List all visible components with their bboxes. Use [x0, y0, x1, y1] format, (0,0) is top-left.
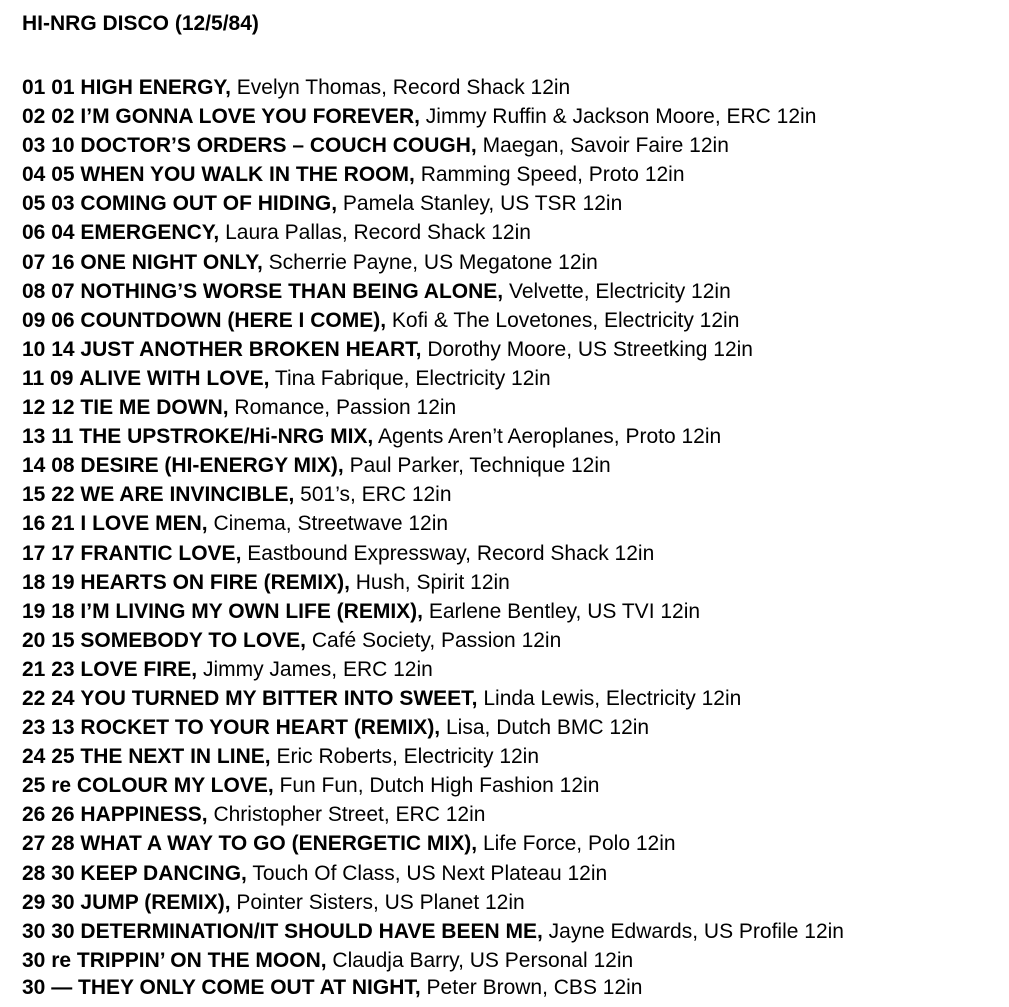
chart-entry	[22, 597, 844, 626]
chart-entry	[22, 626, 844, 655]
entry-position: 01 01	[22, 76, 75, 99]
entry-details: Claudja Barry, US Personal 12in	[332, 948, 634, 972]
entry-title: DOCTOR’S ORDERS – COUCH COUGH,	[80, 134, 477, 158]
entry-details: Life Force, Polo 12in	[482, 832, 676, 856]
entry-title: DETERMINATION/IT SHOULD HAVE BEEN ME,	[80, 919, 543, 943]
entry-details: Agents Aren’t Aeroplanes, Proto 12in	[377, 425, 722, 449]
entry-title: NOTHING’S WORSE THAN BEING ALONE,	[80, 279, 504, 303]
entry-position: 25 re	[22, 774, 72, 798]
chart-entry	[22, 655, 844, 684]
chart-entry	[22, 975, 844, 1000]
entry-details: Christopher Street, ERC 12in	[213, 803, 486, 827]
entry-title: HAPPINESS,	[80, 803, 208, 827]
entry-title: EMERGENCY,	[80, 221, 220, 245]
chart-entry	[22, 539, 844, 568]
entry-position: 20 15	[22, 628, 75, 652]
entry-details: Tina Fabrique, Electricity 12in	[274, 366, 551, 390]
entry-details: Paul Parker, Technique 12in	[349, 454, 611, 478]
chart-entry	[22, 160, 844, 189]
entry-position: 22 24	[22, 686, 75, 710]
chart-title: HI-NRG DISCO (12/5/84)	[22, 12, 259, 35]
entry-position: 19 18	[22, 599, 75, 623]
entry-position: 02 02	[22, 105, 75, 129]
entry-position: 12 12	[22, 396, 75, 420]
entry-title: KEEP DANCING,	[80, 861, 247, 885]
entry-details: Jimmy James, ERC 12in	[202, 657, 433, 681]
entry-title: I’M LIVING MY OWN LIFE (REMIX),	[80, 599, 424, 623]
entry-position: 30 re	[22, 948, 72, 972]
entry-title: LOVE FIRE,	[80, 657, 198, 681]
entry-position: 30 —	[22, 975, 73, 999]
entry-details: Jayne Edwards, US Profile 12in	[548, 919, 844, 943]
entry-position: 07 16	[22, 250, 75, 274]
entry-title: SOMEBODY TO LOVE,	[80, 628, 307, 652]
entry-details: Lisa, Dutch BMC 12in	[446, 716, 650, 740]
entry-details: Eastbound Expressway, Record Shack 12in	[247, 541, 655, 565]
chart-list	[22, 73, 844, 1000]
entry-title: WE ARE INVINCIBLE,	[80, 483, 295, 507]
chart-entry	[22, 568, 844, 597]
chart-entry	[22, 102, 844, 131]
entry-position: 04 05	[22, 163, 75, 187]
entry-details: Hush, Spirit 12in	[355, 570, 510, 594]
entry-details: Eric Roberts, Electricity 12in	[276, 745, 540, 769]
entry-position: 18 19	[22, 570, 75, 594]
entry-position: 29 30	[22, 890, 75, 914]
entry-title: YOU TURNED MY BITTER INTO SWEET,	[80, 686, 478, 710]
entry-title: WHEN YOU WALK IN THE ROOM,	[80, 163, 415, 187]
entry-title: ROCKET TO YOUR HEART (REMIX),	[80, 716, 441, 740]
entry-details: Velvette, Electricity 12in	[508, 279, 731, 303]
entry-position: 28 30	[22, 861, 75, 885]
chart-entry	[22, 509, 844, 538]
entry-title: I’M GONNA LOVE YOU FOREVER,	[80, 105, 420, 129]
entry-details: Cinema, Streetwave 12in	[213, 512, 449, 536]
chart-entry	[22, 335, 844, 364]
chart-entry	[22, 218, 844, 247]
entry-position: 30 30	[22, 919, 75, 943]
entry-details: 501’s, ERC 12in	[300, 483, 452, 507]
entry-position: 10 14	[22, 337, 75, 361]
entry-details: Scherrie Payne, US Megatone 12in	[268, 250, 598, 274]
chart-entry	[22, 73, 844, 102]
entry-title: TIE ME DOWN,	[80, 396, 229, 420]
entry-position: 21 23	[22, 657, 75, 681]
entry-title: TRIPPIN’ ON THE MOON,	[76, 948, 327, 972]
chart-entry	[22, 480, 844, 509]
entry-title: WHAT A WAY TO GO (ENERGETIC MIX),	[80, 832, 478, 856]
entry-title: I LOVE MEN,	[80, 512, 208, 536]
chart-document	[22, 9, 1009, 999]
entry-details: Evelyn Thomas, Record Shack 12in	[236, 76, 571, 99]
chart-entry	[22, 451, 844, 480]
entry-position: 23 13	[22, 716, 75, 740]
chart-entry	[22, 422, 844, 451]
entry-title: HIGH ENERGY,	[80, 76, 231, 99]
entry-title: ONE NIGHT ONLY,	[80, 250, 263, 274]
entry-details: Jimmy Ruffin & Jackson Moore, ERC 12in	[425, 105, 817, 129]
entry-title: DESIRE (HI-ENERGY MIX),	[80, 454, 344, 478]
entry-title: THEY ONLY COME OUT AT NIGHT,	[78, 975, 421, 999]
entry-position: 06 04	[22, 221, 75, 245]
entry-title: COMING OUT OF HIDING,	[80, 192, 338, 216]
entry-position: 17 17	[22, 541, 75, 565]
entry-position: 15 22	[22, 483, 75, 507]
entry-details: Pamela Stanley, US TSR 12in	[342, 192, 623, 216]
chart-entry	[22, 189, 844, 218]
entry-details: Maegan, Savoir Faire 12in	[482, 134, 729, 158]
entry-details: Laura Pallas, Record Shack 12in	[225, 221, 531, 245]
entry-title: THE NEXT IN LINE,	[80, 745, 271, 769]
entry-details: Peter Brown, CBS 12in	[426, 975, 643, 999]
entry-title: ALIVE WITH LOVE,	[79, 366, 270, 390]
chart-entry	[22, 742, 844, 771]
entry-position: 13 11	[22, 425, 74, 449]
entry-details: Dorothy Moore, US Streetking 12in	[427, 337, 753, 361]
entry-title: FRANTIC LOVE,	[80, 541, 242, 565]
chart-entry	[22, 829, 844, 858]
chart-entry	[22, 888, 844, 917]
entry-title: COUNTDOWN (HERE I COME),	[80, 308, 387, 332]
entry-details: Fun Fun, Dutch High Fashion 12in	[279, 774, 600, 798]
chart-entry	[22, 277, 844, 306]
entry-details: Romance, Passion 12in	[234, 396, 457, 420]
chart-entry	[22, 248, 844, 277]
entry-position: 24 25	[22, 745, 75, 769]
chart-entry	[22, 771, 844, 800]
chart-entry	[22, 684, 844, 713]
entry-position: 11 09	[22, 366, 74, 390]
entry-position: 26 26	[22, 803, 75, 827]
chart-entry	[22, 364, 844, 393]
chart-entry	[22, 859, 844, 888]
entry-position: 08 07	[22, 279, 75, 303]
chart-entry	[22, 393, 844, 422]
entry-details: Pointer Sisters, US Planet 12in	[236, 890, 525, 914]
chart-entry	[22, 713, 844, 742]
entry-position: 09 06	[22, 308, 75, 332]
entry-position: 05 03	[22, 192, 75, 216]
chart-entry	[22, 917, 844, 946]
chart-entry	[22, 946, 844, 975]
entry-position: 14 08	[22, 454, 75, 478]
entry-details: Café Society, Passion 12in	[311, 628, 562, 652]
entry-details: Ramming Speed, Proto 12in	[420, 163, 685, 187]
entry-title: COLOUR MY LOVE,	[76, 774, 274, 798]
entry-title: JUST ANOTHER BROKEN HEART,	[80, 337, 422, 361]
entry-position: 16 21	[22, 512, 75, 536]
entry-details: Linda Lewis, Electricity 12in	[483, 686, 742, 710]
entry-details: Kofi & The Lovetones, Electricity 12in	[391, 308, 740, 332]
entry-details: Touch Of Class, US Next Plateau 12in	[252, 861, 608, 885]
entry-title: HEARTS ON FIRE (REMIX),	[80, 570, 350, 594]
entry-position: 03 10	[22, 134, 75, 158]
chart-entry	[22, 800, 844, 829]
chart-entry	[22, 306, 844, 335]
entry-title: JUMP (REMIX),	[80, 890, 231, 914]
entry-details: Earlene Bentley, US TVI 12in	[428, 599, 701, 623]
entry-title: THE UPSTROKE/Hi-NRG MIX,	[79, 425, 374, 449]
entry-position: 27 28	[22, 832, 75, 856]
chart-entry	[22, 131, 844, 160]
